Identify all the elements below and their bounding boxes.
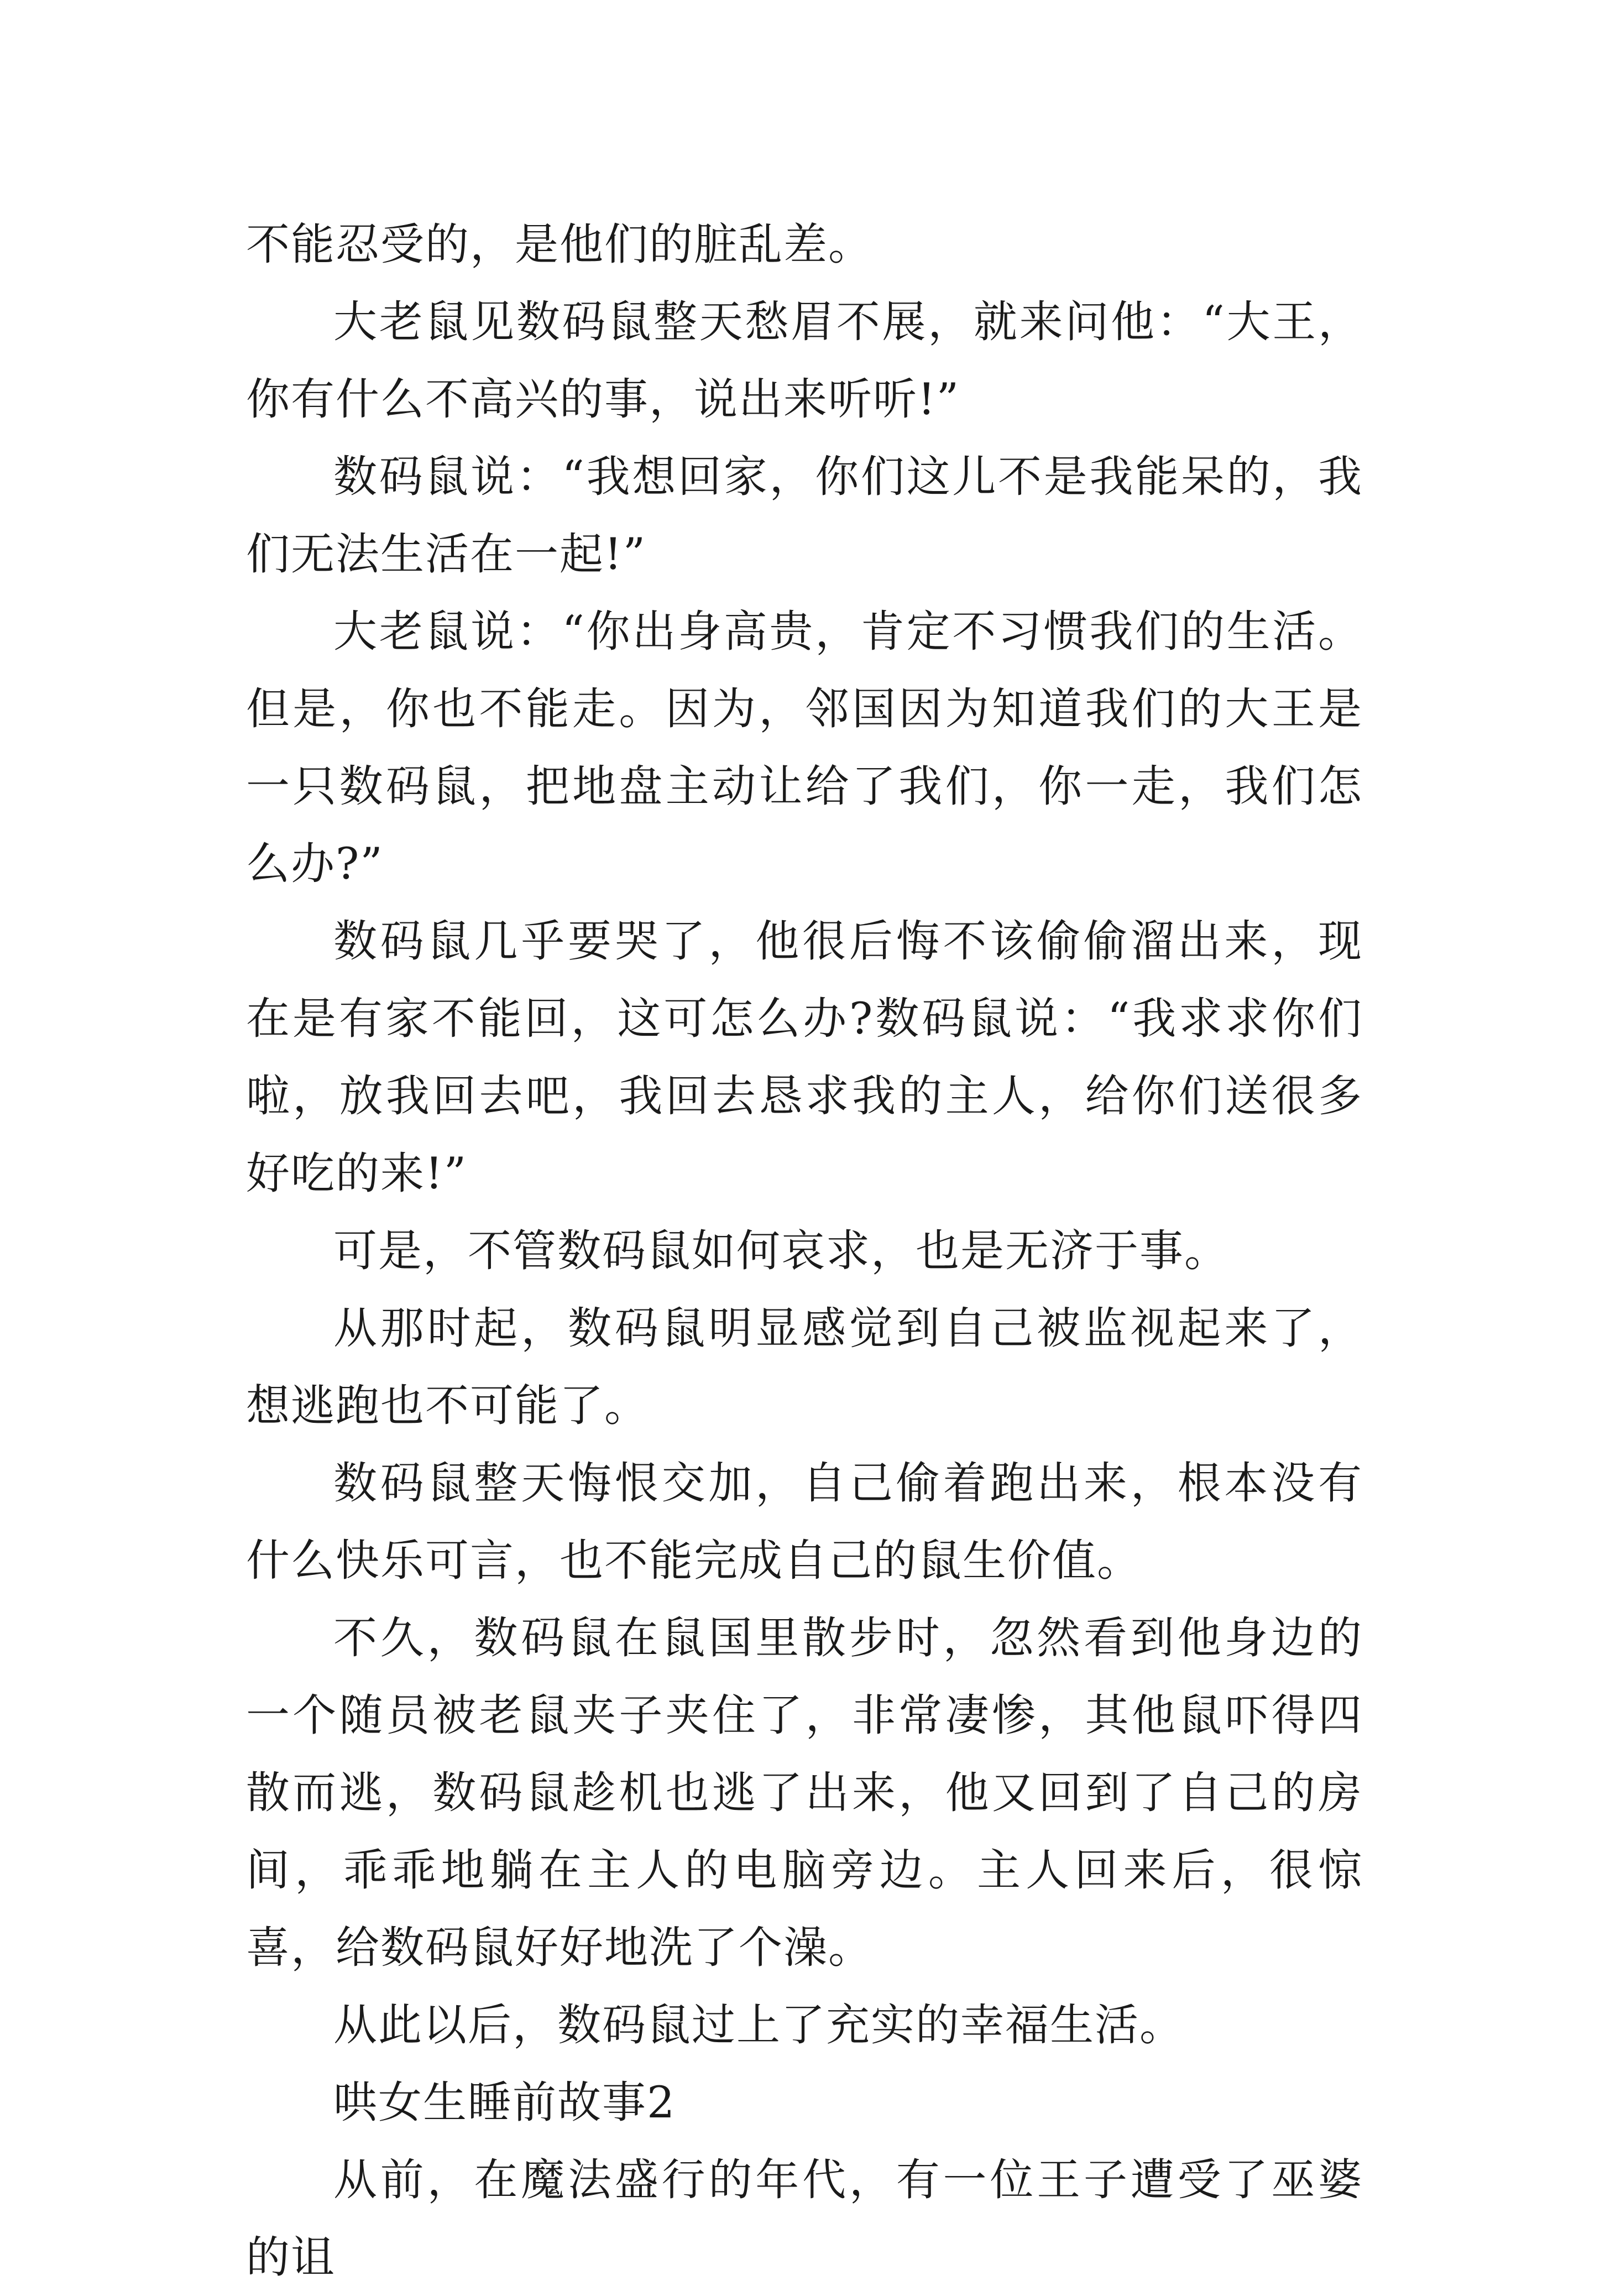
paragraph: 不久，数码鼠在鼠国里散步时，忽然看到他身边的一个随员被老鼠夹子夹住了，非常凄惨，其他鼠吓得四散而逃，数码鼠趁机也逃了出来，他又回到了自己的房间，乖乖地躺在主人的电脑旁边。主人回来后，很惊喜，给数码鼠好好地洗了个澡。 (246, 1613, 1363, 1973)
paragraph: 从那时起，数码鼠明显感觉到自己被监视起来了，想逃跑也不可能了。 (246, 1303, 1363, 1431)
paragraph: 大老鼠说：“你出身高贵，肯定不习惯我们的生活。但是，你也不能走。因为，邻国因为知道我们的大王是一只数码鼠，把地盘主动让给了我们，你一走，我们怎么办?” (246, 606, 1363, 889)
section-heading: 哄女生睡前故事2 (333, 2077, 676, 2128)
paragraph-continuation: 不能忍受的，是他们的脏乱差。 (246, 219, 873, 270)
paragraph: 数码鼠说：“我想回家，你们这儿不是我能呆的，我们无法生活在一起!” (246, 451, 1363, 580)
paragraph: 数码鼠整天悔恨交加，自己偷着跑出来，根本没有什么快乐可言，也不能完成自己的鼠生价值。 (246, 1458, 1363, 1586)
paragraph: 从前，在魔法盛行的年代，有一位王子遭受了巫婆的诅 (246, 2154, 1363, 2283)
paragraph: 大老鼠见数码鼠整天愁眉不展，就来问他：“大王，你有什么不高兴的事，说出来听听!” (246, 296, 1363, 425)
paragraph: 数码鼠几乎要哭了，他很后悔不该偷偷溜出来，现在是有家不能回，这可怎么办?数码鼠说：“我求求你们啦，放我回去吧，我回去恳求我的主人，给你们送很多好吃的来!” (246, 916, 1363, 1199)
document-body (246, 206, 1363, 2296)
paragraph: 可是，不管数码鼠如何哀求，也是无济于事。 (333, 1225, 1229, 1276)
paragraph: 从此以后，数码鼠过上了充实的幸福生活。 (333, 2000, 1184, 2050)
